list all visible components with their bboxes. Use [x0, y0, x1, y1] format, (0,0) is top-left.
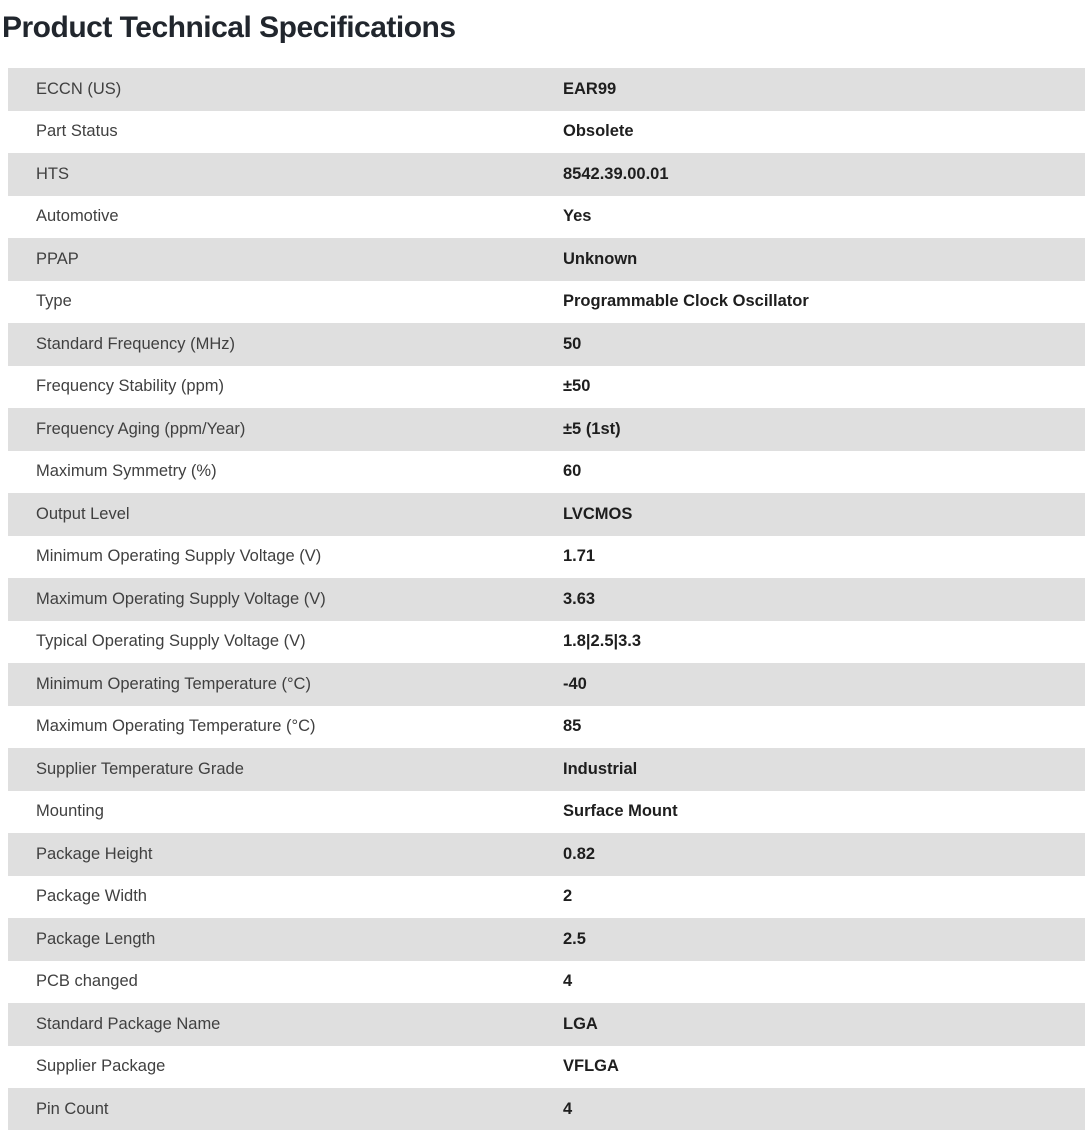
- spec-row: [8, 663, 1085, 706]
- spec-row: [8, 68, 1085, 111]
- spec-value: 8542.39.00.01: [563, 164, 669, 183]
- spec-row: [8, 748, 1085, 791]
- spec-row: [8, 1046, 1085, 1089]
- spec-row: [8, 323, 1085, 366]
- spec-row: [8, 791, 1085, 834]
- spec-label: Pin Count: [36, 1099, 109, 1118]
- spec-label: Supplier Temperature Grade: [36, 759, 244, 778]
- spec-value: 1.8|2.5|3.3: [563, 632, 642, 651]
- spec-row: [8, 408, 1085, 451]
- spec-row: [8, 833, 1085, 876]
- spec-row: [8, 281, 1085, 324]
- spec-label: Frequency Aging (ppm/Year): [36, 419, 246, 438]
- spec-label: Mounting: [36, 802, 104, 821]
- spec-row: [8, 1003, 1085, 1046]
- spec-label: Output Level: [36, 504, 130, 523]
- spec-row: [8, 876, 1085, 919]
- spec-row: [8, 621, 1085, 664]
- spec-label: HTS: [36, 164, 69, 183]
- spec-label: PPAP: [36, 249, 79, 268]
- spec-value: Obsolete: [563, 122, 634, 141]
- spec-value: 60: [563, 462, 582, 481]
- spec-value: 2.5: [563, 929, 586, 948]
- spec-value: LGA: [563, 1014, 598, 1033]
- spec-value: Surface Mount: [563, 802, 678, 821]
- spec-label: PCB changed: [36, 972, 138, 991]
- spec-value: EAR99: [563, 79, 617, 98]
- spec-row: [8, 366, 1085, 409]
- spec-row: [8, 238, 1085, 281]
- spec-value: 1.71: [563, 547, 596, 566]
- spec-table: [0, 68, 1085, 1130]
- spec-row: [8, 451, 1085, 494]
- spec-value: 0.82: [563, 844, 596, 863]
- spec-row: [8, 493, 1085, 536]
- spec-value: -40: [563, 674, 587, 693]
- spec-label: Maximum Operating Temperature (°C): [36, 717, 316, 736]
- spec-value: 4: [563, 1099, 573, 1118]
- spec-label: Type: [36, 292, 72, 311]
- spec-label: Package Length: [36, 929, 156, 948]
- spec-value: 4: [563, 972, 573, 991]
- spec-label: Minimum Operating Supply Voltage (V): [36, 547, 322, 566]
- spec-row: [8, 578, 1085, 621]
- spec-value: 3.63: [563, 589, 596, 608]
- spec-label: Maximum Operating Supply Voltage (V): [36, 589, 326, 608]
- spec-label: Part Status: [36, 122, 118, 141]
- spec-value: Yes: [563, 207, 592, 226]
- spec-value: Industrial: [563, 759, 638, 778]
- spec-label: Maximum Symmetry (%): [36, 462, 217, 481]
- spec-value: 2: [563, 887, 573, 906]
- spec-row: [8, 153, 1085, 196]
- spec-row: [8, 111, 1085, 154]
- spec-value: LVCMOS: [563, 504, 633, 523]
- spec-label: Package Width: [36, 887, 147, 906]
- spec-label: Frequency Stability (ppm): [36, 377, 224, 396]
- spec-value: 85: [563, 717, 582, 736]
- spec-label: Standard Package Name: [36, 1014, 221, 1033]
- spec-label: Automotive: [36, 207, 119, 226]
- spec-row: [8, 706, 1085, 749]
- spec-row: [8, 196, 1085, 239]
- spec-value: VFLGA: [563, 1057, 619, 1076]
- spec-label: Minimum Operating Temperature (°C): [36, 674, 311, 693]
- spec-value: Programmable Clock Oscillator: [563, 292, 809, 311]
- spec-label: Supplier Package: [36, 1057, 166, 1076]
- spec-row: [8, 918, 1085, 961]
- spec-label: Package Height: [36, 844, 153, 863]
- spec-value: 50: [563, 334, 582, 353]
- spec-value: ±50: [563, 377, 591, 396]
- spec-label: Typical Operating Supply Voltage (V): [36, 632, 306, 651]
- spec-row: [8, 536, 1085, 579]
- spec-row: [8, 1088, 1085, 1130]
- spec-label: ECCN (US): [36, 79, 122, 98]
- spec-row: [8, 961, 1085, 1004]
- spec-label: Standard Frequency (MHz): [36, 334, 235, 353]
- page-title: Product Technical Specifications: [2, 11, 456, 44]
- spec-value: ±5 (1st): [563, 419, 621, 438]
- spec-value: Unknown: [563, 249, 638, 268]
